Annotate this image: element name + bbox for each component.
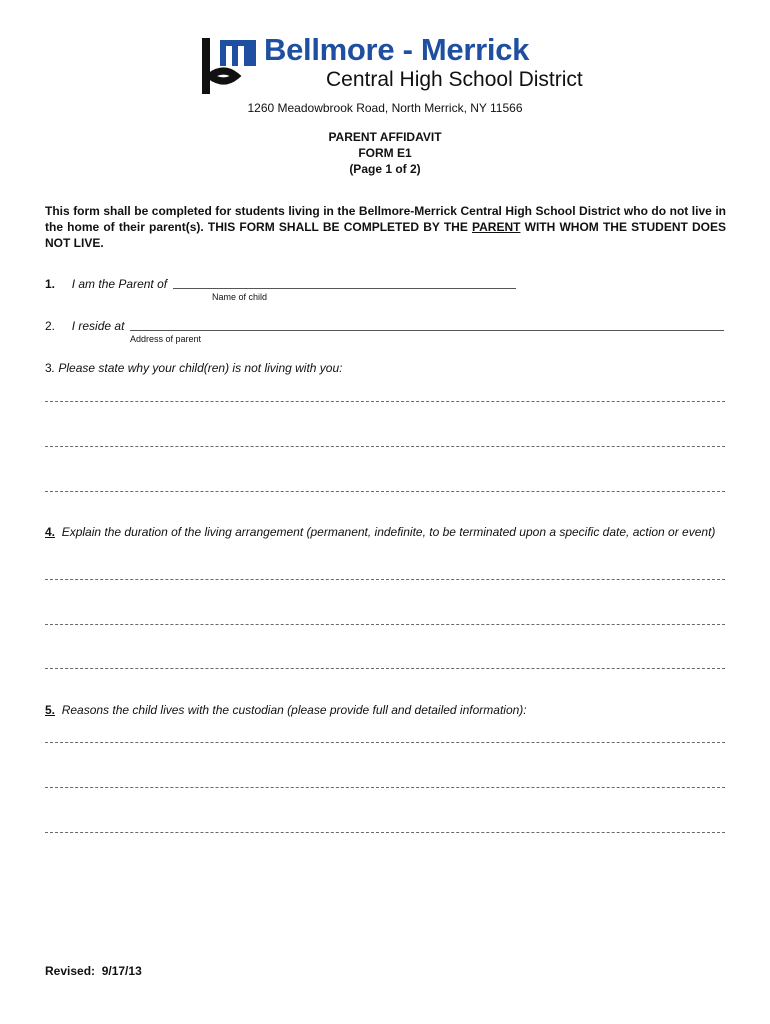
answer-line-4a[interactable] [45, 579, 725, 580]
question-3-number: 3 [45, 361, 52, 375]
intro-text-part2: WITH WHOM THE STUDENT DOES NOT LIVE. [45, 220, 726, 250]
intro-underlined-word: PARENT [472, 220, 521, 234]
form-title [0, 129, 770, 177]
answer-line-4c[interactable] [45, 668, 725, 669]
form-title-line2: FORM E1 [358, 146, 412, 160]
question-2-number: 2. [45, 319, 56, 333]
district-logo-icon [198, 36, 260, 96]
intro-text-part1: This form shall be completed for students living in the Bellmore-Merrick Central High School District who do not live in the home of their parent(s). THIS FORM SHALL BE COMPLETED BY THE [45, 204, 726, 234]
answer-line-5c[interactable] [45, 832, 725, 833]
district-subtitle: Central High School District [326, 68, 583, 91]
form-title-line3: (Page 1 of 2) [349, 162, 421, 176]
answer-line-5a[interactable] [45, 742, 725, 743]
question-1-number: 1. [45, 277, 56, 291]
answer-line-5b[interactable] [45, 787, 725, 788]
question-2-text: I reside at [71, 319, 125, 333]
question-5 [45, 703, 527, 717]
district-name: Bellmore - Merrick [264, 32, 530, 67]
answer-line-3c[interactable] [45, 491, 725, 492]
parent-address-field[interactable] [130, 330, 724, 331]
question-1 [45, 277, 167, 291]
answer-line-4b[interactable] [45, 624, 725, 625]
question-4 [45, 524, 725, 540]
revised-label: Revised: [45, 964, 96, 978]
question-5-number: 5. [45, 703, 56, 717]
question-3-text: . Please state why your child(ren) is not living with you: [51, 361, 343, 375]
intro-paragraph [45, 203, 726, 251]
question-1-text: I am the Parent of [71, 277, 168, 291]
revision-note [45, 964, 142, 978]
answer-line-3a[interactable] [45, 401, 725, 402]
answer-line-3b[interactable] [45, 446, 725, 447]
form-title-line1: PARENT AFFIDAVIT [328, 130, 442, 144]
revised-date: 9/17/13 [101, 964, 142, 978]
question-3 [45, 361, 342, 375]
child-name-field[interactable] [173, 288, 516, 289]
child-name-caption: Name of child [212, 292, 268, 302]
question-4-number: 4. [45, 525, 56, 539]
question-5-text: Reasons the child lives with the custodian (please provide full and detailed information): [61, 703, 527, 717]
parent-address-caption: Address of parent [130, 334, 202, 344]
question-4-text: Explain the duration of the living arrangement (permanent, indefinite, to be terminated upon a specific date, action or event) [61, 525, 716, 539]
question-2 [45, 319, 124, 333]
district-address: 1260 Meadowbrook Road, North Merrick, NY 11566 [247, 101, 523, 115]
